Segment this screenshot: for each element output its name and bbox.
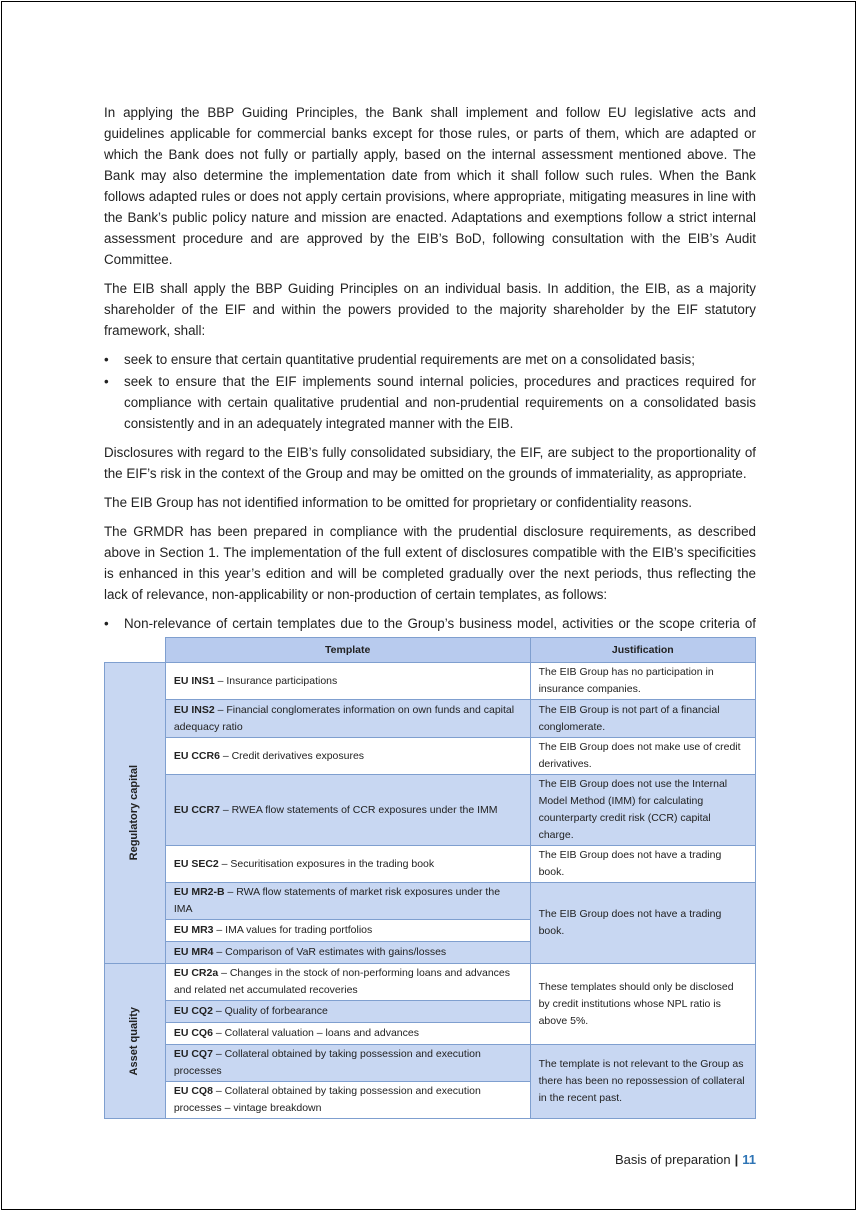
template-desc: – Quality of forbearance bbox=[212, 1005, 328, 1017]
paragraph-3: Disclosures with regard to the EIB’s fully consolidated subsidiary, the EIF, are subject to the proportionality of the EIF’s risk in the context of the Group and may be omitted on the grounds of immateriality, as appropriate. bbox=[104, 445, 756, 481]
header-justification: Justification bbox=[530, 638, 755, 663]
paragraph-5: The GRMDR has been prepared in compliance with the prudential disclosure requirements, as described above in Section 1. The implementation of the full extent of disclosures compatible with the EIB’s specificities is enhanced in this year’s edition and will be completed gradually over the next periods, thus reflecting the lack of relevance, non-applicability or non-production of certain templates, as follows: bbox=[104, 524, 756, 602]
bullet-icon: • bbox=[104, 352, 109, 367]
group-label: Asset quality bbox=[128, 1006, 141, 1076]
justification-cell: The EIB Group does not have a trading book. bbox=[530, 846, 755, 883]
justification-cell: The EIB Group does not have a trading book. bbox=[530, 883, 755, 964]
footer-separator: | bbox=[734, 1152, 739, 1167]
table-row bbox=[105, 846, 756, 883]
justification-cell: These templates should only be disclosed by credit institutions whose NPL ratio is above 5%. bbox=[530, 964, 755, 1045]
page-footer bbox=[615, 1152, 756, 1167]
justification-cell: The EIB Group has no participation in insurance companies. bbox=[530, 663, 755, 700]
table-row bbox=[105, 663, 756, 700]
templates-table bbox=[104, 637, 756, 1119]
table-row bbox=[105, 964, 756, 1001]
template-cell bbox=[165, 1001, 530, 1023]
table-row bbox=[105, 1045, 756, 1082]
page-number: 11 bbox=[742, 1152, 756, 1167]
template-cell bbox=[165, 663, 530, 700]
template-code: EU CQ8 bbox=[173, 1085, 213, 1097]
template-code: EU CR2a bbox=[173, 967, 219, 979]
template-desc: – Insurance participations bbox=[214, 674, 338, 687]
footer-section-title: Basis of preparation bbox=[614, 1152, 731, 1167]
bullet-icon: • bbox=[104, 374, 109, 389]
template-desc: – RWA flow statements of market risk exposures under the IMA bbox=[173, 886, 501, 915]
table-row bbox=[105, 700, 756, 738]
paragraph-2: The EIB shall apply the BBP Guiding Principles on an individual basis. In addition, the EIB, as a majority shareholder of the EIF and within the powers provided to the majority shareholder by the EIF statutory framework, shall: bbox=[104, 281, 756, 338]
bullet-icon: • bbox=[104, 616, 109, 631]
template-code: EU CQ6 bbox=[173, 1027, 213, 1039]
template-code: EU MR4 bbox=[173, 946, 214, 958]
template-code: EU INS2 bbox=[173, 703, 215, 716]
template-cell bbox=[165, 1023, 530, 1045]
template-desc: – RWEA flow statements of CCR exposures under the IMM bbox=[219, 803, 498, 816]
template-code: EU CQ7 bbox=[173, 1048, 213, 1060]
table-row bbox=[105, 883, 756, 920]
template-desc: – Collateral obtained by taking possession and execution processes – vintage breakdown bbox=[173, 1085, 481, 1114]
list-item-text: seek to ensure that the EIF implements sound internal policies, procedures and practices required for compliance with certain qualitative prudential and non-prudential requirements on a consolidated basis consistently and in an adequately integrated manner with the EIB. bbox=[124, 374, 756, 431]
table-row bbox=[105, 738, 756, 775]
template-cell bbox=[165, 700, 530, 738]
list-item bbox=[104, 371, 756, 434]
template-desc: – Financial conglomerates information on own funds and capital adequacy ratio bbox=[173, 703, 515, 733]
template-desc: – Collateral valuation – loans and advances bbox=[212, 1027, 419, 1039]
template-code: EU CCR6 bbox=[173, 749, 220, 762]
list-item-text: Non-relevance of certain templates due to the Group’s business model, activities or the scope criteria of bbox=[124, 616, 756, 631]
table-header-row bbox=[105, 638, 756, 663]
template-code: EU INS1 bbox=[173, 674, 215, 687]
template-cell bbox=[165, 883, 530, 920]
template-cell bbox=[165, 964, 530, 1001]
paragraph-4: The EIB Group has not identified information to be omitted for proprietary or confidentiality reasons. bbox=[104, 495, 693, 510]
template-cell bbox=[165, 738, 530, 775]
group-regulatory-capital bbox=[105, 663, 166, 964]
table-corner bbox=[105, 638, 166, 663]
template-desc: – Comparison of VaR estimates with gains/losses bbox=[213, 946, 447, 958]
table-row bbox=[105, 775, 756, 846]
template-code: EU SEC2 bbox=[173, 857, 219, 870]
template-desc: – Collateral obtained by taking possession and execution processes bbox=[173, 1048, 481, 1077]
justification-cell: The EIB Group does not make use of credit derivatives. bbox=[530, 738, 755, 775]
template-cell bbox=[165, 1045, 530, 1082]
list-item-text: seek to ensure that certain quantitative prudential requirements are met on a consolidated basis; bbox=[124, 352, 695, 367]
template-desc: – Credit derivatives exposures bbox=[219, 749, 365, 762]
template-cell bbox=[165, 1082, 530, 1119]
bullet-list-a bbox=[104, 349, 756, 434]
paragraph-1: In applying the BBP Guiding Principles, the Bank shall implement and follow EU legislative acts and guidelines applicable for commercial banks except for those rules, or parts of them, which are adapted or which the Bank does not fully or partially apply, based on the internal assessment mentioned above. The Bank may also determine the implementation date from which it shall follow such rules. When the Bank follows adapted rules or does not apply certain provisions, where appropriate, mitigating measures in line with the Bank’s public policy nature and mission are enacted. Adaptations and exemptions follow a strict internal assessment procedure and are approved by the EIB’s BoD, following consultation with the EIB’s Audit Committee. bbox=[104, 105, 756, 267]
document-body bbox=[104, 102, 756, 663]
template-cell bbox=[165, 942, 530, 964]
template-desc: – Securitisation exposures in the trading book bbox=[218, 857, 435, 870]
list-item bbox=[104, 349, 756, 370]
template-cell bbox=[165, 775, 530, 846]
template-code: EU CCR7 bbox=[173, 803, 220, 816]
template-cell bbox=[165, 920, 530, 942]
template-code: EU MR3 bbox=[173, 924, 214, 936]
group-asset-quality bbox=[105, 964, 166, 1119]
justification-cell: The EIB Group does not use the Internal Model Method (IMM) for calculating counterparty credit risk (CCR) capital charge. bbox=[530, 775, 755, 846]
template-code: EU MR2-B bbox=[173, 886, 225, 898]
header-template: Template bbox=[165, 638, 530, 663]
justification-cell: The EIB Group is not part of a financial conglomerate. bbox=[530, 700, 755, 738]
template-desc: – Changes in the stock of non-performing loans and advances and related net accumulated recoveries bbox=[173, 967, 511, 996]
justification-cell: The template is not relevant to the Group as there has been no repossession of collateral in the recent past. bbox=[530, 1045, 755, 1119]
group-label: Regulatory capital bbox=[128, 765, 141, 861]
template-cell bbox=[165, 846, 530, 883]
template-code: EU CQ2 bbox=[173, 1005, 213, 1017]
template-desc: – IMA values for trading portfolios bbox=[213, 924, 373, 936]
